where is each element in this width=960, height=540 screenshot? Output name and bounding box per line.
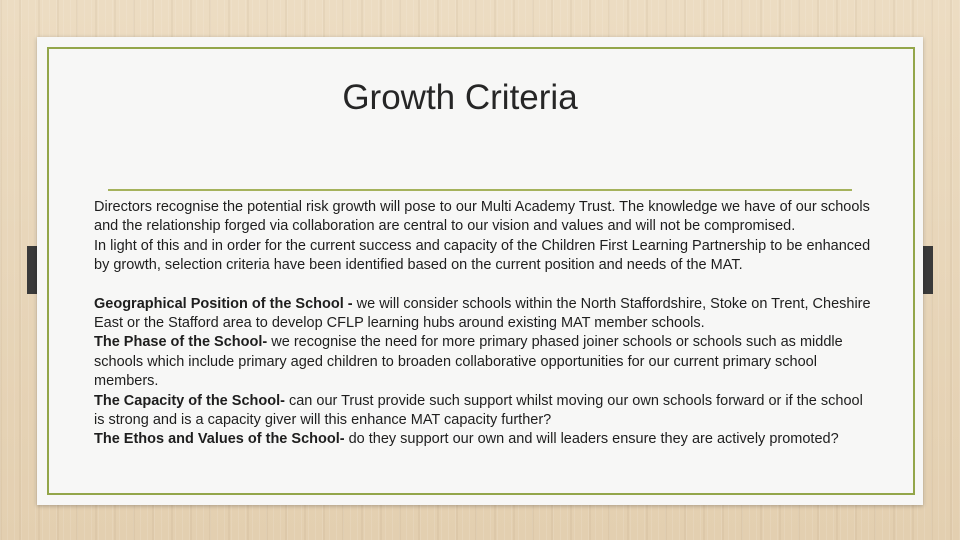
slide-body xyxy=(94,198,874,450)
criterion-heading: The Phase of the School- xyxy=(94,334,272,351)
criterion-item xyxy=(94,430,874,449)
intro-paragraph: Directors recognise the potential risk growth will pose to our Multi Academy Trust. The knowledge we have of our schools and the relationship forged via collaboration are central to our vision and values and will not be compromised. xyxy=(94,199,870,235)
title-divider xyxy=(108,189,852,191)
criterion-heading: The Capacity of the School- xyxy=(94,392,289,409)
slide-title: Growth Criteria xyxy=(342,78,578,117)
criterion-text: we will consider schools within the North Staffordshire, Stoke on Trent, Cheshire East or the Stafford area to develop CFLP learning hubs around existing MAT member schools. xyxy=(94,295,871,332)
criterion-heading: The Ethos and Values of the School- xyxy=(94,431,349,448)
intro-paragraph: In light of this and in order for the current success and capacity of the Children First Learning Partnership to be enhanced by growth, selection criteria have been identified based on the current position and needs of the MAT. xyxy=(94,237,871,274)
criterion-item xyxy=(94,392,874,431)
criterion-heading: Geographical Position of the School - xyxy=(94,295,357,312)
criterion-item xyxy=(94,333,874,391)
paragraph-spacer xyxy=(94,276,874,295)
criterion-text: do they support our own and will leaders ensure they are actively promoted? xyxy=(348,431,839,448)
criterion-text: we recognise the need for more primary phased joiner schools or schools such as middle schools which include primary aged children to broaden collaborative opportunities for our current primary school members. xyxy=(94,334,843,390)
criterion-text: can our Trust provide such support whilst moving our own schools forward or if the school is strong and is a capacity giver will this enhance MAT capacity further? xyxy=(94,392,863,429)
criterion-item xyxy=(94,295,874,334)
